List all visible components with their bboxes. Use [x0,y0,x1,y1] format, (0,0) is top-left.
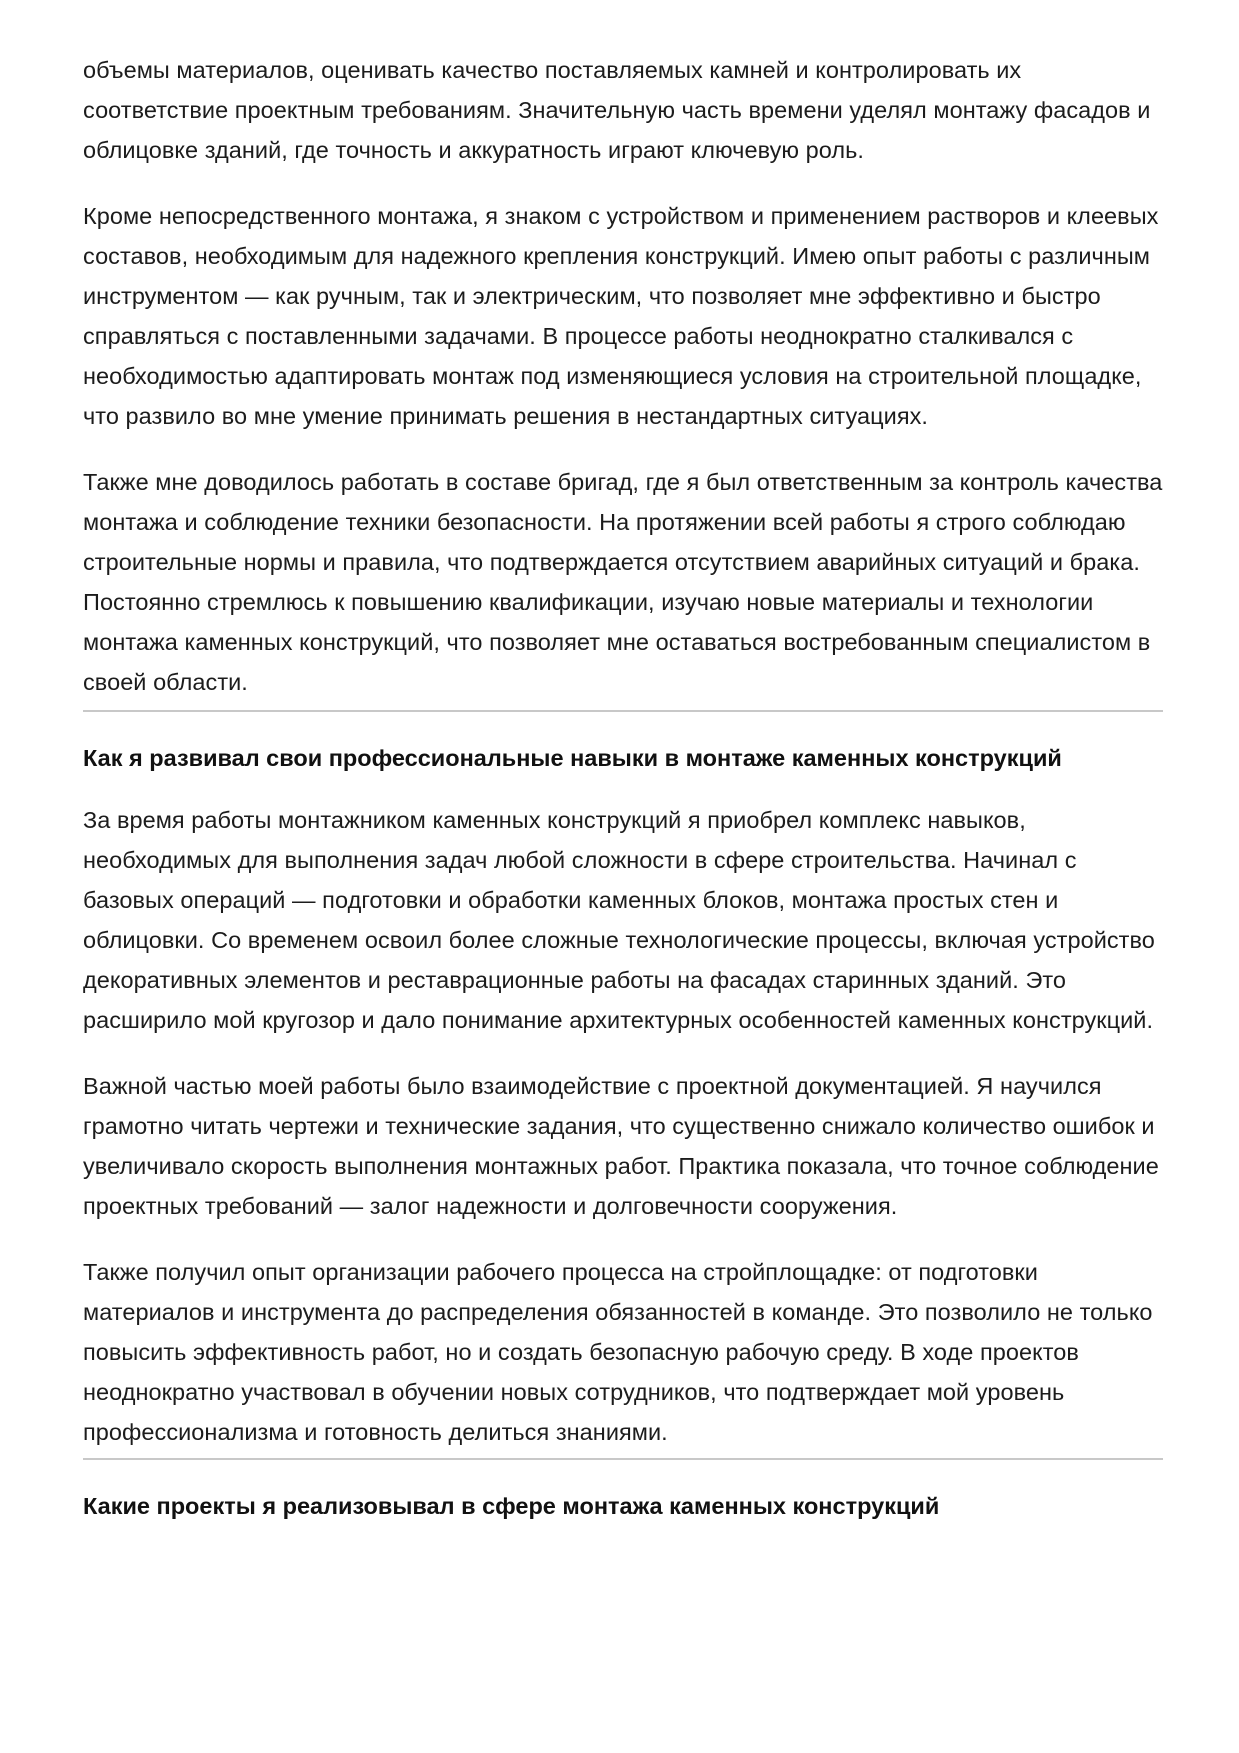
experience-section [83,50,1163,702]
paragraph: Кроме непосредственного монтажа, я знаком с устройством и применением растворов и клеевых составов, необходимым для надежного крепления конструкций. Имею опыт работы с различным инструментом — как ручным, так и электрическим, что позволяет мне эффективно и быстро справляться с поставленными задачами. В процессе работы неоднократно сталкивался с необходимостью адаптировать монтаж под изменяющиеся условия на строительной площадке, что развило во мне умение принимать решения в нестандартных ситуациях. [83,203,1159,429]
document-page [83,50,1163,1526]
paragraph: За время работы монтажником каменных конструкций я приобрел комплекс навыков, необходимых для выполнения задач любой сложности в сфере строительства. Начинал с базовых операций — подготовки и обработки каменных блоков, монтажа простых стен и облицовки. Со временем освоил более сложные технологические процессы, включая устройство декоративных элементов и реставрационные работы на фасадах старинных зданий. Это расширило мой кругозор и дало понимание архитектурных особенностей каменных конструкций. [83,807,1155,1033]
skills-section [83,800,1163,1452]
paragraph: Также мне доводилось работать в составе бригад, где я был ответственным за контроль качества монтажа и соблюдение техники безопасности. На протяжении всей работы я строго соблюдаю строительные нормы и правила, что подтверждается отсутствием аварийных ситуаций и брака. Постоянно стремлюсь к повышению квалификации, изучаю новые материалы и технологии монтажа каменных конструкций, что позволяет мне оставаться востребованным специалистом в своей области. [83,469,1163,695]
section-heading: Как я развивал свои профессиональные навыки в монтаже каменных конструкций [83,745,1062,771]
section-divider [83,710,1163,712]
section-heading: Какие проекты я реализовывал в сфере монтажа каменных конструкций [83,1493,940,1519]
section-divider [83,1458,1163,1460]
paragraph: объемы материалов, оценивать качество поставляемых камней и контролировать их соответствие проектным требованиям. Значительную часть времени уделял монтажу фасадов и облицовке зданий, где точность и аккуратность играют ключевую роль. [83,57,1151,163]
paragraph: Также получил опыт организации рабочего процесса на стройплощадке: от подготовки материалов и инструмента до распределения обязанностей в команде. Это позволило не только повысить эффективность работ, но и создать безопасную рабочую среду. В ходе проектов неоднократно участвовал в обучении новых сотрудников, что подтверждает мой уровень профессионализма и готовность делиться знаниями. [83,1259,1153,1445]
paragraph: Важной частью моей работы было взаимодействие с проектной документацией. Я научился грамотно читать чертежи и технические задания, что существенно снижало количество ошибок и увеличивало скорость выполнения монтажных работ. Практика показала, что точное соблюдение проектных требований — залог надежности и долговечности сооружения. [83,1073,1159,1219]
